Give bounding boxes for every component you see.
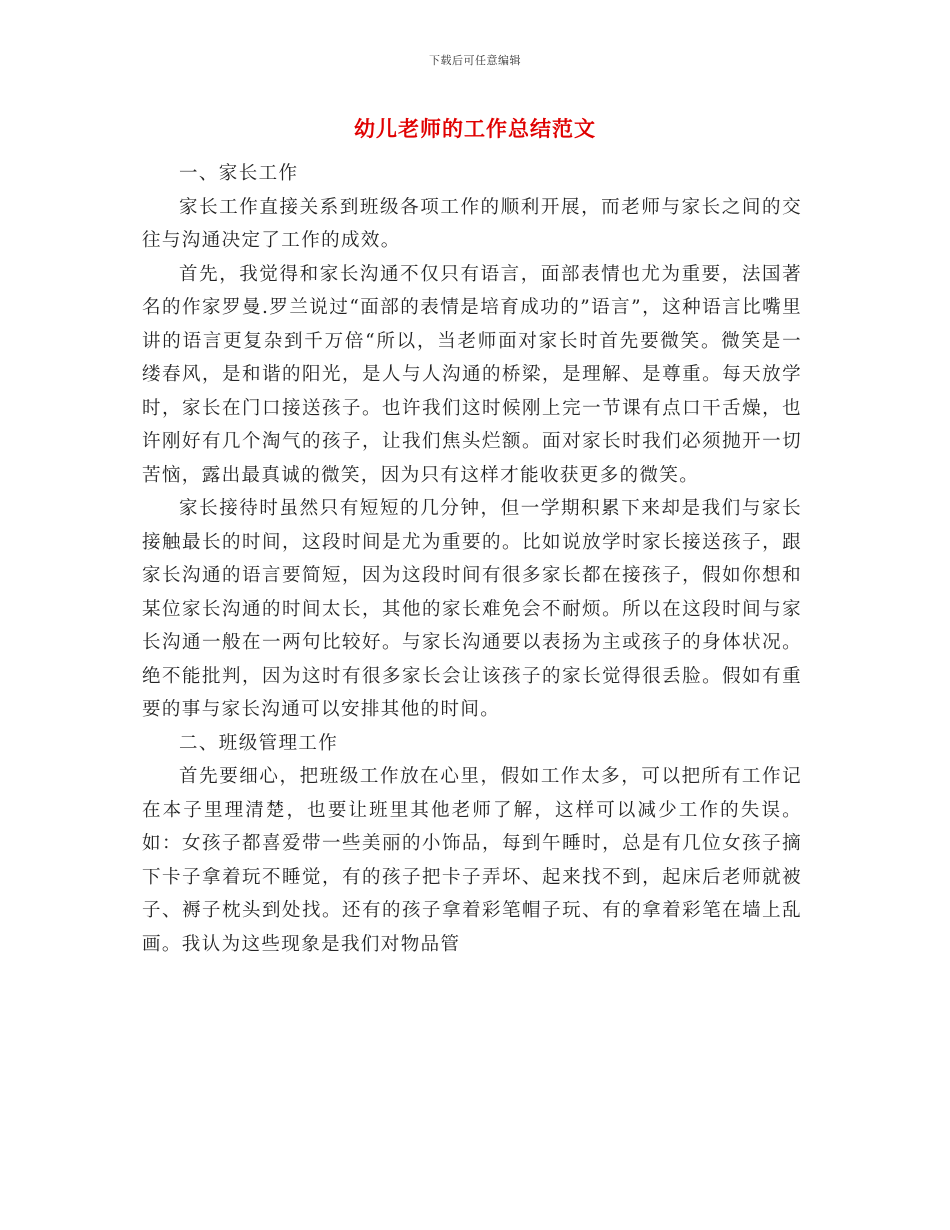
document-title: 幼儿老师的工作总结范文 [354,117,596,141]
paragraph-reception: 家长接待时虽然只有短短的几分钟，但一学期积累下来却是我们与家长接触最长的时间，这段时间是尤为重要的。比如说放学时家长接送孩子，跟家长沟通的语言要简短，因为这段时间有很多家长都在接孩子，假如你想和某位家长沟通的时间太长，其他的家长难免会不耐烦。所以在这段时间与家长沟通一般在一两句比较好。与家长沟通要以表扬为主或孩子的身体状况。绝不能批判，因为这时有很多家长会让该孩子的家长觉得很丢脸。假如有重要的事与家长沟通可以安排其他的时间。 [142,498,802,720]
paragraph-smile: 首先，我觉得和家长沟通不仅只有语言，面部表情也尤为重要，法国著名的作家罗曼.罗兰说过“面部的表情是培育成功的”语言”，这种语言比嘴里讲的语言更复杂到千万倍“所以，当老师面对家长时首先要微笑。微笑是一缕春风，是和谐的阳光，是人与人沟通的桥梁，是理解、是尊重。每天放学时，家长在门口接送孩子。也许我们这时候刚上完一节课有点口干舌燥，也许刚好有几个淘气的孩子，让我们焦头烂额。面对家长时我们必须抛开一切苦恼，露出最真诚的微笑，因为只有这样才能收获更多的微笑。 [142,263,802,486]
document-body [142,157,802,961]
paragraph-parent-work-intro: 家长工作直接关系到班级各项工作的顺利开展，而老师与家长之间的交往与沟通决定了工作的成效。 [142,196,802,251]
paragraph-class-management: 首先要细心，把班级工作放在心里，假如工作太多，可以把所有工作记在本子里理清楚，也要让班里其他老师了解，这样可以减少工作的失误。如：女孩子都喜爱带一些美丽的小饰品，每到午睡时，总是有几位女孩子摘下卡子拿着玩不睡觉，有的孩子把卡子弄坏、起来找不到，起床后老师就被子、褥子枕头到处找。还有的孩子拿着彩笔帽子玩、有的拿着彩笔在墙上乱画。我认为这些现象是我们对物品管 [142,766,802,955]
section-heading-parent-work: 一、家长工作 [179,163,299,184]
section-heading-class-management: 二、班级管理工作 [179,732,339,754]
page-header-note: 下载后可任意编辑 [429,54,521,67]
